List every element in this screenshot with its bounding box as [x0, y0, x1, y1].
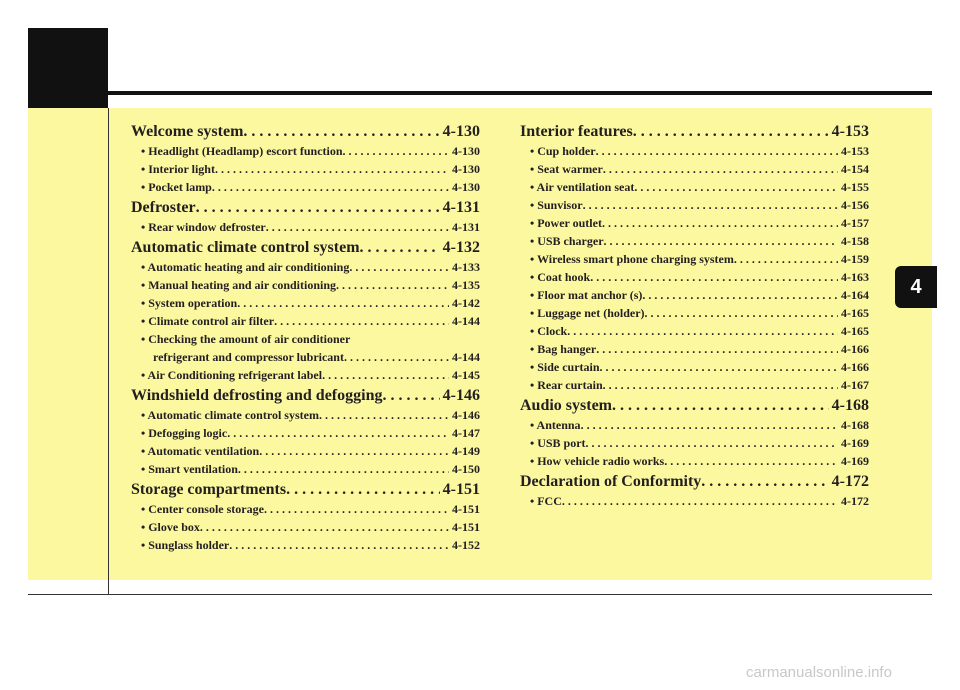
- toc-page-number: 4-164: [841, 288, 869, 302]
- toc-entry-label: Declaration of Conformity: [520, 473, 702, 490]
- toc-entry-label: • Bag hanger: [530, 342, 597, 356]
- dot-leader: [567, 324, 838, 339]
- dot-leader: [603, 162, 838, 177]
- toc-subentry[interactable]: [131, 314, 480, 332]
- dot-leader: [259, 444, 449, 459]
- toc-entry-label: Storage compartments: [131, 481, 287, 498]
- toc-entry-label: • Side curtain: [530, 360, 600, 374]
- margin-rule: [108, 108, 109, 595]
- toc-page-number: 4-168: [831, 397, 869, 414]
- toc-entry-label: • FCC: [530, 494, 562, 508]
- toc-subentry[interactable]: [131, 462, 480, 480]
- toc-subentry[interactable]: [131, 426, 480, 444]
- toc-page-number: 4-144: [452, 314, 480, 328]
- toc-entry-label: • Automatic heating and air conditioning: [141, 260, 350, 274]
- dot-leader: [227, 426, 449, 441]
- dot-leader: [344, 350, 449, 365]
- toc-page-number: 4-132: [442, 239, 480, 256]
- dot-leader: [612, 397, 829, 415]
- toc-subentry[interactable]: [131, 296, 480, 314]
- toc-page-number: 4-169: [841, 436, 869, 450]
- toc-page-number: 4-166: [841, 342, 869, 356]
- toc-subentry[interactable]: [520, 216, 869, 234]
- toc-entry-label: • Automatic ventilation: [141, 444, 260, 458]
- toc-page-number: 4-130: [442, 123, 480, 140]
- dot-leader: [196, 199, 440, 217]
- toc-entry-label: Interior features: [520, 123, 633, 140]
- dot-leader: [243, 123, 439, 141]
- toc-left-column: [131, 122, 480, 556]
- toc-page-number: 4-133: [452, 260, 480, 274]
- toc-page-number: 4-142: [452, 296, 480, 310]
- toc-page-number: 4-153: [841, 144, 869, 158]
- toc-page-number: 4-151: [452, 502, 480, 516]
- dot-leader: [343, 144, 449, 159]
- dot-leader: [229, 538, 449, 553]
- toc-page-number: 4-165: [841, 324, 869, 338]
- dot-leader: [319, 408, 449, 423]
- dot-leader: [604, 234, 838, 249]
- dot-leader: [286, 481, 440, 499]
- toc-subentry[interactable]: [131, 260, 480, 278]
- toc-section-entry[interactable]: [520, 397, 869, 418]
- toc-entry-label: • Interior light: [141, 162, 215, 176]
- toc-entry-label: Automatic climate control system: [131, 239, 360, 256]
- toc-page-number: 4-154: [841, 162, 869, 176]
- dot-leader: [212, 180, 449, 195]
- toc-subentry[interactable]: [520, 180, 869, 198]
- dot-leader: [734, 252, 838, 267]
- toc-subentry[interactable]: [520, 198, 869, 216]
- toc-entry-label: • Clock: [530, 324, 568, 338]
- dot-leader: [237, 296, 449, 311]
- dot-leader: [634, 180, 838, 195]
- toc-page-number: 4-151: [442, 481, 480, 498]
- toc-entry-label: • Climate control air filter: [141, 314, 275, 328]
- toc-section-entry[interactable]: [131, 199, 480, 220]
- toc-entry-label: • Luggage net (holder): [530, 306, 645, 320]
- toc-page-number: 4-130: [452, 144, 480, 158]
- toc-page-number: 4-157: [841, 216, 869, 230]
- toc-page-number: 4-168: [841, 418, 869, 432]
- dot-leader: [215, 162, 449, 177]
- toc-entry-label: refrigerant and compressor lubricant: [153, 350, 344, 364]
- toc-page-number: 4-152: [452, 538, 480, 552]
- toc-page-number: 4-131: [442, 199, 480, 216]
- toc-section-entry[interactable]: [131, 123, 480, 144]
- toc-subentry[interactable]: [131, 368, 480, 386]
- toc-page-number: 4-146: [442, 387, 480, 404]
- toc-entry-label: • Rear curtain: [530, 378, 603, 392]
- toc-entry-label: • Antenna: [530, 418, 581, 432]
- toc-section-entry[interactable]: [131, 387, 480, 408]
- dot-leader: [603, 378, 838, 393]
- toc-page-number: 4-169: [841, 454, 869, 468]
- toc-page-number: 4-150: [452, 462, 480, 476]
- toc-entry-label: • Smart ventilation: [141, 462, 238, 476]
- dot-leader: [322, 368, 449, 383]
- dot-leader: [602, 216, 838, 231]
- header-rule: [108, 91, 932, 95]
- toc-subentry[interactable]: [131, 502, 480, 520]
- toc-subentry[interactable]: [520, 436, 869, 454]
- dot-leader: [274, 314, 449, 329]
- watermark: carmanualsonline.info: [746, 664, 892, 681]
- dot-leader: [360, 239, 440, 257]
- toc-entry-label: • Pocket lamp: [141, 180, 212, 194]
- toc-page-number: 4-156: [841, 198, 869, 212]
- toc-page-number: 4-159: [841, 252, 869, 266]
- toc-entry-label: Welcome system: [131, 123, 244, 140]
- toc-subentry[interactable]: [520, 418, 869, 436]
- toc-entry-label: • Sunvisor: [530, 198, 583, 212]
- toc-entry-label: • Seat warmer: [530, 162, 603, 176]
- dot-leader: [562, 494, 838, 509]
- dot-leader: [336, 278, 449, 293]
- dot-leader: [590, 270, 838, 285]
- toc-page-number: 4-158: [841, 234, 869, 248]
- toc-page-number: 4-144: [452, 350, 480, 364]
- toc-entry-label: Defroster: [131, 199, 196, 216]
- toc-entry-label: • USB port: [530, 436, 586, 450]
- toc-entry-label: • USB charger: [530, 234, 604, 248]
- toc-subentry[interactable]: [131, 444, 480, 462]
- dot-leader: [266, 220, 449, 235]
- toc-entry-label: • Manual heating and air conditioning: [141, 278, 337, 292]
- toc-subentry[interactable]: [131, 220, 480, 238]
- dot-leader: [583, 198, 838, 213]
- toc-page-number: 4-147: [452, 426, 480, 440]
- toc-subentry[interactable]: [520, 494, 869, 512]
- dot-leader: [642, 288, 838, 303]
- toc-entry-label: • Power outlet: [530, 216, 602, 230]
- toc-subentry[interactable]: [131, 180, 480, 198]
- toc-subentry[interactable]: [131, 162, 480, 180]
- toc-page-number: 4-155: [841, 180, 869, 194]
- toc-page-number: 4-131: [452, 220, 480, 234]
- toc-subentry[interactable]: [520, 234, 869, 252]
- toc-entry-continued[interactable]: [131, 332, 480, 350]
- toc-entry-label: • Glove box: [141, 520, 200, 534]
- toc-subentry[interactable]: [520, 162, 869, 180]
- toc-subentry[interactable]: [131, 538, 480, 556]
- dot-leader: [701, 473, 828, 491]
- chapter-black-block: [28, 28, 108, 108]
- dot-leader: [645, 306, 838, 321]
- toc-entry-label: • Air ventilation seat: [530, 180, 635, 194]
- toc-section-entry[interactable]: [520, 473, 869, 494]
- toc-entry-label: • Center console storage: [141, 502, 264, 516]
- toc-entry-label: • Headlight (Headlamp) escort function: [141, 144, 343, 158]
- dot-leader: [596, 144, 838, 159]
- dot-leader: [586, 436, 838, 451]
- toc-section-entry[interactable]: [131, 481, 480, 502]
- toc-page-number: 4-172: [831, 473, 869, 490]
- toc-subentry[interactable]: [520, 360, 869, 378]
- toc-page-number: 4-130: [452, 162, 480, 176]
- footer-rule: [28, 594, 932, 595]
- toc-entry-label: • Cup holder: [530, 144, 596, 158]
- dot-leader: [633, 123, 829, 141]
- toc-entry-label: • How vehicle radio works: [530, 454, 665, 468]
- toc-right-column: [520, 122, 869, 512]
- toc-subentry[interactable]: [131, 520, 480, 538]
- toc-page-number: 4-153: [831, 123, 869, 140]
- toc-entry-label: • Floor mat anchor (s): [530, 288, 643, 302]
- toc-page-number: 4-146: [452, 408, 480, 422]
- toc-section-entry[interactable]: [520, 123, 869, 144]
- toc-page-number: 4-135: [452, 278, 480, 292]
- toc-entry-label: • Coat hook: [530, 270, 591, 284]
- dot-leader: [664, 454, 838, 469]
- toc-subentry[interactable]: [520, 252, 869, 270]
- toc-subentry[interactable]: [520, 378, 869, 396]
- toc-subentry[interactable]: [520, 342, 869, 360]
- toc-page-number: 4-172: [841, 494, 869, 508]
- toc-subentry[interactable]: [520, 306, 869, 324]
- toc-page-number: 4-166: [841, 360, 869, 374]
- toc-subentry[interactable]: [520, 324, 869, 342]
- toc-entry-label: • Checking the amount of air conditioner: [141, 332, 351, 346]
- toc-subentry[interactable]: [131, 278, 480, 296]
- toc-entry-label: Windshield defrosting and defogging: [131, 387, 383, 404]
- toc-subentry[interactable]: [131, 144, 480, 162]
- dot-leader: [600, 360, 838, 375]
- dot-leader: [349, 260, 449, 275]
- chapter-tab[interactable]: 4: [895, 266, 937, 308]
- toc-page-number: 4-149: [452, 444, 480, 458]
- toc-entry-label: • Rear window defroster: [141, 220, 266, 234]
- toc-page-number: 4-151: [452, 520, 480, 534]
- toc-page-number: 4-167: [841, 378, 869, 392]
- toc-subentry[interactable]: [520, 270, 869, 288]
- toc-entry-label: • Wireless smart phone charging system: [530, 252, 734, 266]
- dot-leader: [596, 342, 838, 357]
- dot-leader: [200, 520, 449, 535]
- toc-section-entry[interactable]: [131, 239, 480, 260]
- toc-entry-label: • Automatic climate control system: [141, 408, 319, 422]
- toc-subentry[interactable]: [131, 408, 480, 426]
- toc-page-number: 4-145: [452, 368, 480, 382]
- toc-entry-label: • Defogging logic: [141, 426, 228, 440]
- toc-subentry[interactable]: [131, 350, 480, 368]
- toc-subentry[interactable]: [520, 454, 869, 472]
- toc-entry-label: • System operation: [141, 296, 238, 310]
- dot-leader: [382, 387, 439, 405]
- toc-entry-label: • Sunglass holder: [141, 538, 230, 552]
- dot-leader: [581, 418, 838, 433]
- toc-page-number: 4-163: [841, 270, 869, 284]
- dot-leader: [238, 462, 449, 477]
- toc-page-number: 4-130: [452, 180, 480, 194]
- dot-leader: [264, 502, 449, 517]
- toc-subentry[interactable]: [520, 144, 869, 162]
- toc-entry-label: Audio system: [520, 397, 613, 414]
- toc-subentry[interactable]: [520, 288, 869, 306]
- toc-entry-label: • Air Conditioning refrigerant label: [141, 368, 323, 382]
- toc-page-number: 4-165: [841, 306, 869, 320]
